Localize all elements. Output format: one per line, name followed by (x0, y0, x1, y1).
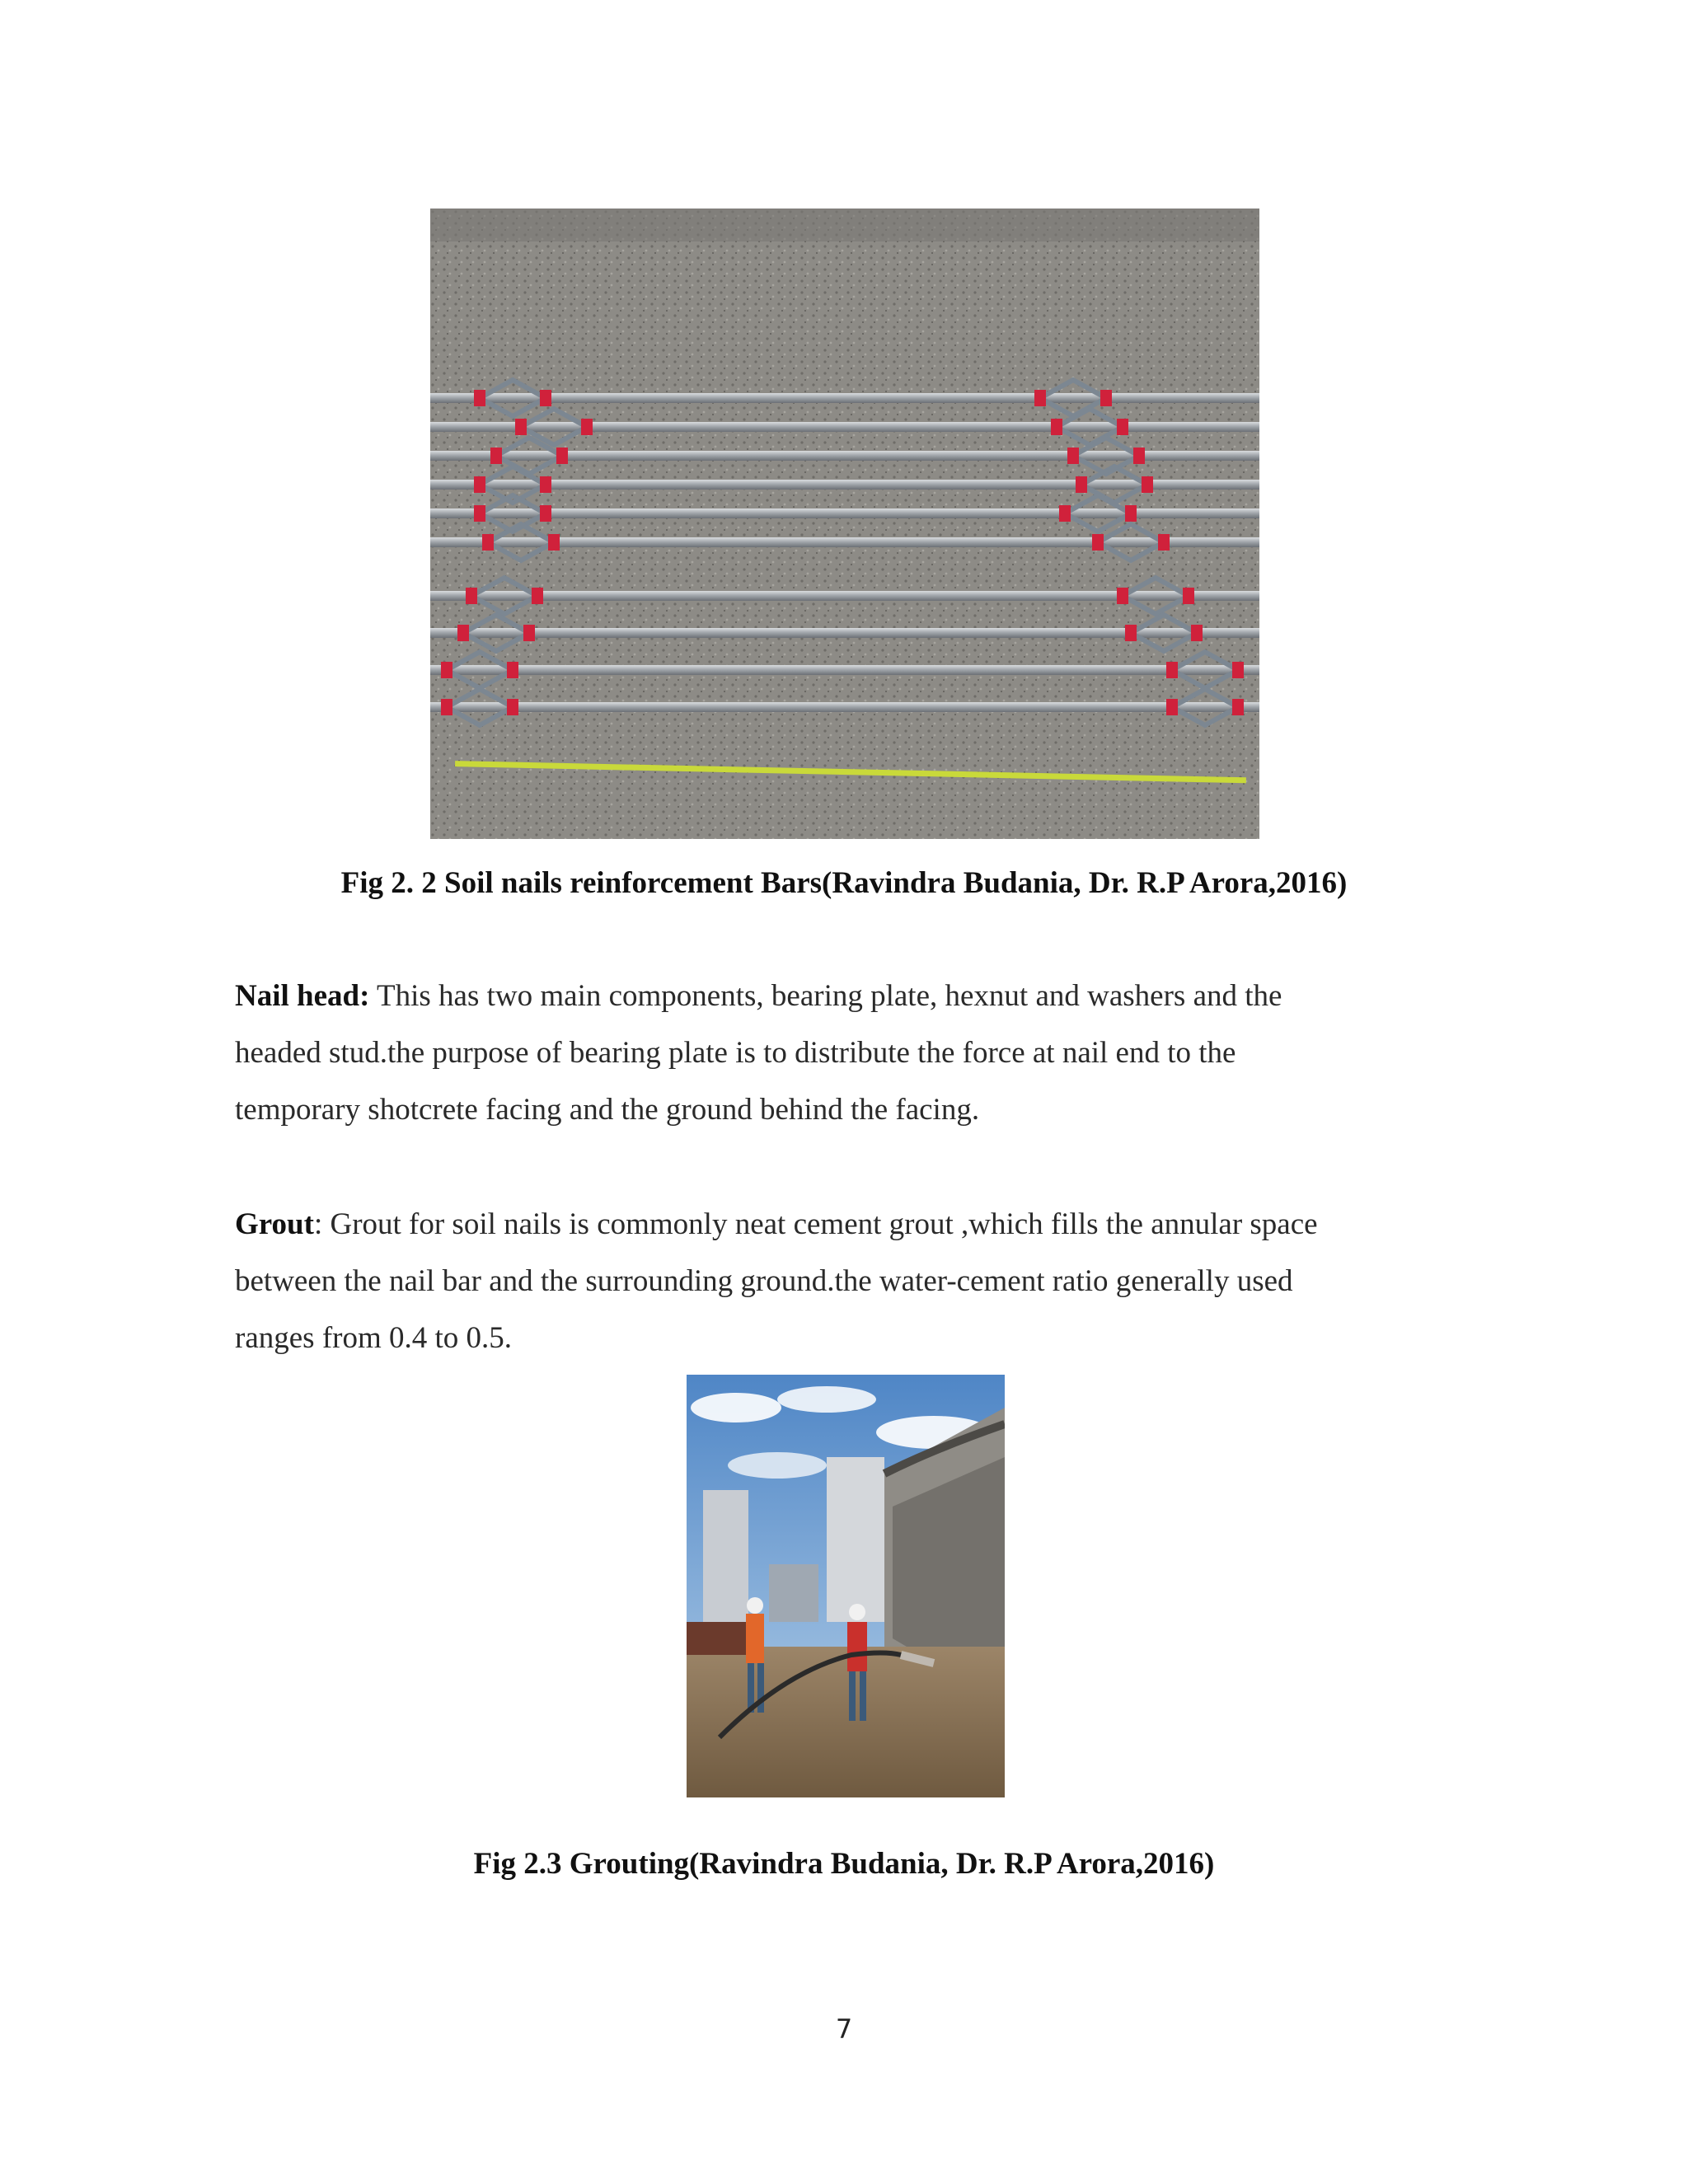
nail-bar (430, 591, 1259, 601)
paragraph-text: : Grout for soil nails is commonly neat cement grout ,which fills the annular space (313, 1207, 1318, 1241)
centralizer-clip (1183, 588, 1194, 604)
paragraph-line: temporary shotcrete facing and the ground behind the facing. (235, 1093, 980, 1127)
paragraph-text: This has two main components, bearing plate, hexnut and washers and the (369, 979, 1282, 1013)
centralizer-clip (1051, 419, 1062, 435)
centralizer-clip (1158, 534, 1170, 551)
paragraph-line (235, 1196, 1455, 1253)
centralizer-clip (1133, 448, 1145, 464)
centralizer-clip (1142, 476, 1153, 493)
centralizer-clip (523, 625, 535, 641)
centralizer-clip (540, 505, 551, 522)
centralizer-clip (1034, 390, 1046, 406)
page-number: 7 (835, 2013, 853, 2045)
centralizer-clip (581, 419, 593, 435)
centralizer-clip (1191, 625, 1203, 641)
term-nail-head: Nail head: (235, 979, 370, 1013)
centralizer-clip (1076, 476, 1087, 493)
centralizer-clip (441, 662, 452, 678)
paragraph-line: ranges from 0.4 to 0.5. (235, 1321, 513, 1355)
paragraph-grout (235, 1196, 1455, 1366)
centralizer-clip (1232, 662, 1244, 678)
centralizer-clip (1117, 588, 1128, 604)
centralizer-clip (1125, 625, 1137, 641)
soil-nail-bars-photo (430, 209, 1259, 839)
centralizer-clip (1067, 448, 1079, 464)
centralizer-clip (474, 476, 485, 493)
figure-caption: Fig 2. 2 Soil nails reinforcement Bars(Ravindra Budania, Dr. R.P Arora,2016) (340, 866, 1348, 900)
term-grout: Grout (235, 1207, 314, 1241)
centralizer-clip (490, 448, 502, 464)
centralizer-clip (540, 476, 551, 493)
centralizer-clip (474, 390, 485, 406)
nail-bar (430, 393, 1259, 403)
paragraph-nail-head (235, 968, 1455, 1138)
centralizer-clip (441, 699, 452, 715)
nail-bar (430, 422, 1259, 432)
centralizer-clip (507, 699, 518, 715)
grouting-photo (687, 1375, 1005, 1797)
centralizer-clip (1100, 390, 1112, 406)
centralizer-clip (1117, 419, 1128, 435)
centralizer-clip (474, 505, 485, 522)
centralizer-clip (457, 625, 469, 641)
centralizer-clip (1166, 662, 1178, 678)
centralizer-clip (556, 448, 568, 464)
nail-bar (430, 480, 1259, 490)
centralizer-clip (515, 419, 527, 435)
centralizer-clip (1092, 534, 1104, 551)
centralizer-clip (466, 588, 477, 604)
paragraph-line: headed stud.the purpose of bearing plate is to distribute the force at nail end to the (235, 1036, 1236, 1070)
centralizer-clip (548, 534, 560, 551)
centralizer-clip (482, 534, 494, 551)
centralizer-clip (532, 588, 543, 604)
paragraph-line: between the nail bar and the surrounding ground.the water-cement ratio generally used (235, 1264, 1293, 1298)
centralizer-clip (507, 662, 518, 678)
centralizer-clip (1166, 699, 1178, 715)
centralizer-clip (1059, 505, 1071, 522)
figure-caption: Fig 2.3 Grouting(Ravindra Budania, Dr. R.P Arora,2016) (473, 1847, 1215, 1881)
nail-bar (430, 702, 1259, 712)
centralizer-clip (1125, 505, 1137, 522)
figure-grouting (687, 1375, 1005, 1797)
centralizer-clip (1232, 699, 1244, 715)
figure-soil-nail-bars (430, 209, 1259, 839)
centralizer-clip (540, 390, 551, 406)
nail-bar (430, 665, 1259, 675)
paragraph-line (235, 968, 1455, 1024)
